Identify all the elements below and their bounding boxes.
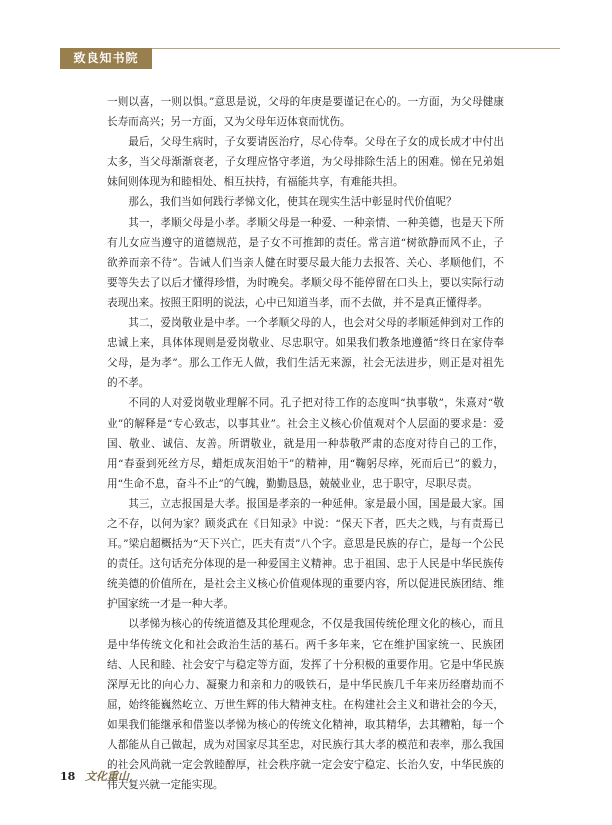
section-tab: 致良知书院	[60, 48, 152, 69]
paragraph: 其三，立志报国是大孝。报国是孝亲的一种延伸。家是最小国，国是最大家。国之不存，以何为家？顾炎武在《日知录》中说：“保天下者，匹夫之贱，与有责焉已耳。”梁启超概括为“天下兴亡，匹夫有责”八个字。意思是民族的存亡，是每一个公民的责任。这句话充分体现的是一种爱国主义精神。忠于祖国、忠于人民是中华民族传统美德的价值所在，是社会主义核心价值观体现的重要内容，所以促进民族团结、维护国家统一才是一种大孝。	[107, 497, 504, 611]
article-body	[107, 92, 504, 795]
paragraph: 其二，爱岗敬业是中孝。一个孝顺父母的人，也会对父母的孝顺延伸到对工作的忠诚上来，具体体现则是爱岗敬业、尽忠职守。如果我们教条地遵循“终日在家侍奉父母，是为孝”。那么工作无人做，我们生活无来源，社会无法进步，则正是对祖先的不孝。	[107, 317, 504, 390]
paragraph: 那么，我们当如何践行孝悌文化，使其在现实生活中彰显时代价值呢？	[128, 196, 457, 209]
paragraph: 以孝悌为核心的传统道德及其伦理观念，不仅是我国传统伦理文化的核心，而且是中华传统文化和社会政治生活的基石。两千多年来，它在维护国家统一、民族团结、人民和睦、社会安宁与稳定等方面，发挥了十分积极的重要作用。它是中华民族深厚无比的向心力、凝聚力和亲和力的吸铁石，是中华民族几千年来历经磨劫而不屈，始终能巍然屹立、万世生辉的伟大精神支柱。在构建社会主义和谐社会的今天，如果我们能继承和借鉴以孝悌为核心的传统文化精神，取其精华，去其糟粕，每一个人都能从自己做起，成为对国家尽其至忠，对民族行其大孝的模范和表率，那么我国的社会风尚就一定会敦睦醇厚，社会秩序就一定会安宁稳定、长治久安，中华民族的伟大复兴就一定能实现。	[107, 618, 504, 792]
paragraph: 其一，孝顺父母是小孝。孝顺父母是一种爱、一种亲情、一种美德，也是天下所有儿女应当遵守的道德规范，是子女不可推卸的责任。常言道“树欲静而风不止，子欲养而亲不待”。告诫人们当亲人健在时要尽最大能力去报答、关心、孝顺他们，不要等失去了以后才懂得珍惜，为时晚矣。孝顺父母不能停留在口头上，要以实际行动表现出来。按照王阳明的说法，心中已知道当孝，而不去做，并不是真正懂得孝。	[107, 216, 504, 309]
paragraph: 一则以喜，一则以惧。”意思是说，父母的年庚是要谨记在心的。一方面，为父母健康长寿而高兴；另一方面，又为父母年迈体衰而忧伤。	[107, 96, 504, 129]
publication-logo: 文化重山	[85, 770, 129, 783]
page-number: 18	[60, 770, 76, 783]
paragraph: 最后，父母生病时，子女要请医治疗，尽心侍奉。父母在子女的成长成才中付出太多，当父母渐渐衰老，子女理应恪守孝道，为父母排除生活上的困难。悌在兄弟姐妹间则体现为和睦相处、相互扶持，有福能共享，有难能共担。	[107, 136, 504, 189]
paragraph: 不同的人对爱岗敬业理解不同。孔子把对待工作的态度叫“执事敬”，朱熹对“敬业”的解释是“专心致志，以事其业”。社会主义核心价值观对个人层面的要求是：爱国、敬业、诚信、友善。所谓敬业，就是用一种恭敬严肃的态度对待自己的工作，用“春蚕到死丝方尽，蜡炬成灰泪始干”的精神，用“鞠躬尽瘁，死而后已”的毅力，用“生命不息，奋斗不止”的气魄，勤勤恳恳，兢兢业业，忠于职守，尽职尽责。	[107, 397, 504, 490]
